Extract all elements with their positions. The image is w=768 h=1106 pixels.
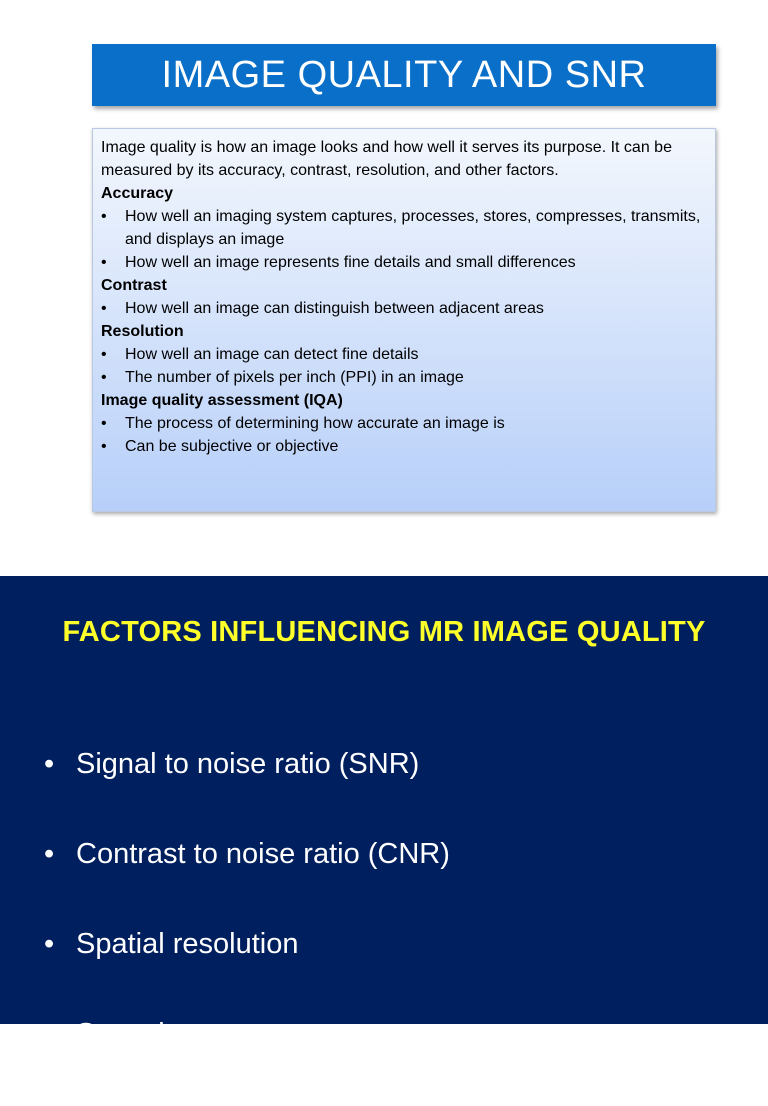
- list-item: [101, 343, 705, 366]
- bullet-list: [101, 343, 705, 389]
- list-item: [44, 1016, 450, 1106]
- bullet-list: [101, 412, 705, 458]
- bullet-icon: •: [44, 838, 55, 870]
- list-item-text: How well an image can distinguish between adjacent areas: [125, 300, 544, 317]
- list-item: [101, 205, 705, 251]
- section-resolution: [101, 320, 705, 389]
- list-item-text: Signal to noise ratio (SNR): [76, 748, 420, 780]
- section-contrast: [101, 274, 705, 320]
- section-iqa: [101, 389, 705, 458]
- bullet-icon: •: [101, 254, 107, 271]
- slide-title: FACTORS INFLUENCING MR IMAGE QUALITY: [62, 616, 706, 648]
- list-item: [44, 746, 450, 836]
- bullet-icon: •: [101, 208, 107, 225]
- bullet-icon: •: [101, 346, 107, 363]
- list-item: [101, 435, 705, 458]
- section-heading: Image quality assessment (IQA): [101, 392, 343, 409]
- bullet-icon: •: [101, 300, 107, 317]
- slide-title: IMAGE QUALITY AND SNR: [161, 53, 647, 96]
- section-heading: Contrast: [101, 277, 167, 294]
- section-heading: Resolution: [101, 323, 184, 340]
- bullet-icon: •: [44, 1018, 55, 1050]
- section-heading: Accuracy: [101, 185, 174, 202]
- bullet-icon: •: [101, 438, 107, 455]
- list-item: [44, 926, 450, 1016]
- list-item: [101, 251, 705, 274]
- content-box: [92, 128, 716, 512]
- list-item-text: How well an image can detect fine details: [125, 346, 419, 363]
- list-item-text: Contrast to noise ratio (CNR): [76, 838, 450, 870]
- list-item-text: How well an imaging system captures, processes, stores, compresses, transmits, and displays an image: [125, 208, 701, 248]
- list-item-text: The process of determining how accurate an image is: [125, 415, 505, 432]
- list-item-text: How well an image represents fine details and small differences: [125, 254, 576, 271]
- list-item-text: Scan time: [76, 1018, 205, 1050]
- list-item: [101, 297, 705, 320]
- bullet-icon: •: [101, 369, 107, 386]
- section-accuracy: [101, 182, 705, 274]
- bullet-icon: •: [44, 928, 55, 960]
- slide-mr-image-quality-factors: [0, 576, 768, 1050]
- list-item: [101, 366, 705, 389]
- list-item: [44, 836, 450, 926]
- intro-paragraph: Image quality is how an image looks and how well it serves its purpose. It can be measured by its accuracy, contrast, resolution, and other factors.: [101, 139, 672, 179]
- list-item-text: The number of pixels per inch (PPI) in an image: [125, 369, 464, 386]
- list-item: [101, 412, 705, 435]
- title-banner: [92, 44, 716, 106]
- list-item-text: Spatial resolution: [76, 928, 299, 960]
- bullet-list: [101, 297, 705, 320]
- bullet-list: [101, 205, 705, 274]
- list-item-text: Can be subjective or objective: [125, 438, 339, 455]
- bullet-icon: •: [44, 748, 55, 780]
- factor-list: [44, 746, 450, 1106]
- bullet-icon: •: [101, 415, 107, 432]
